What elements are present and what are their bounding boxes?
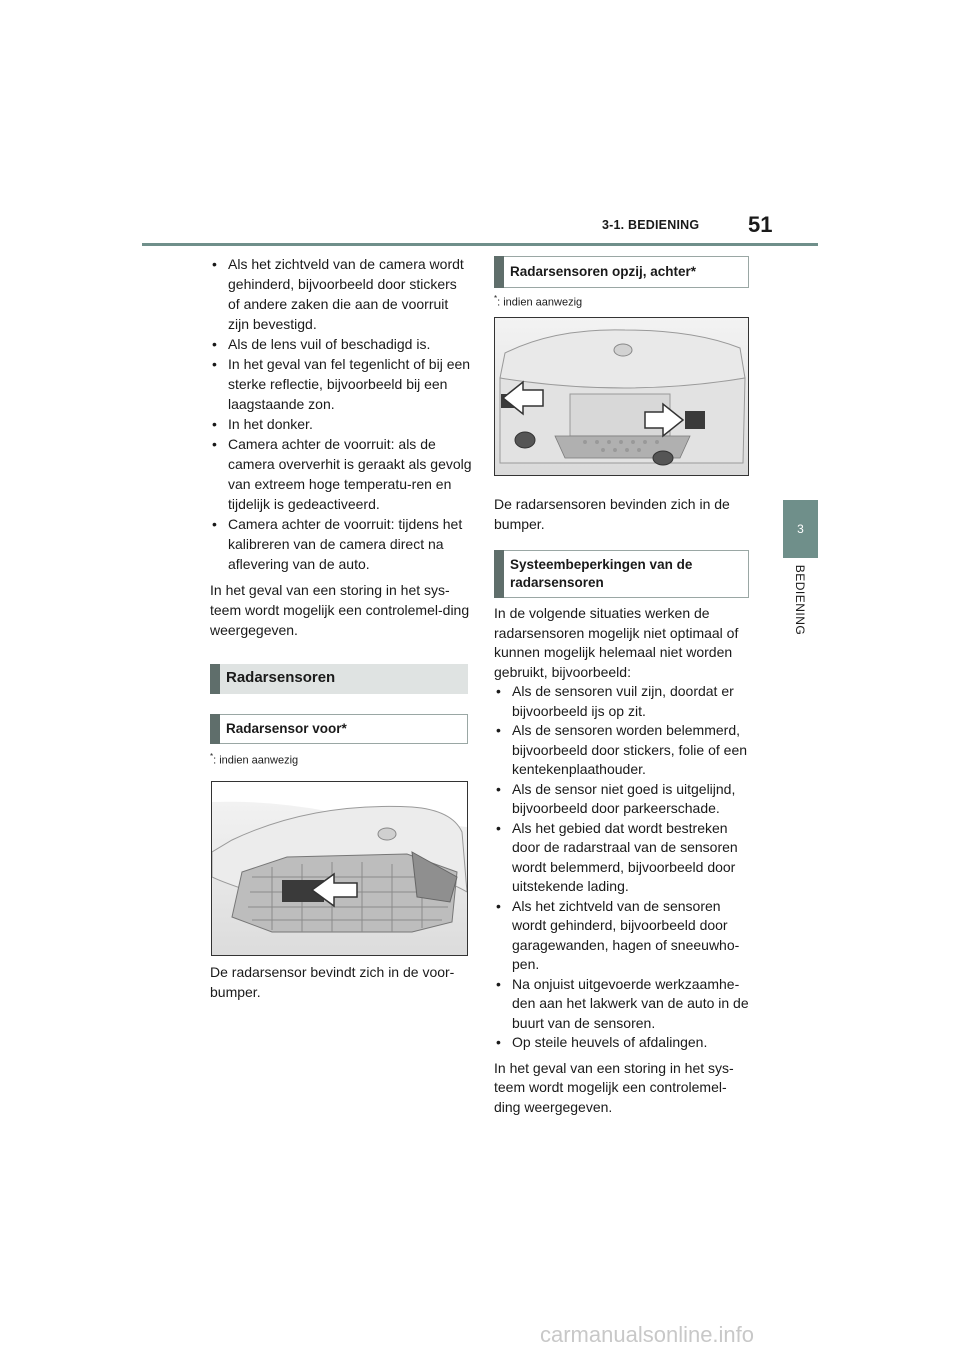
section-header: 3-1. BEDIENING [602, 218, 700, 232]
list-item: • Camera achter de voorruit: als de camera oververhit is geraakt als gevolg van extreem hoge temperatu-ren en tijdelijk is gedeactiveerd. [210, 434, 472, 514]
heading-bar [494, 256, 504, 288]
list-item: • In het geval van fel tegenlicht of bij een sterke reflectie, bijvoorbeeld bij een laagstaande zon. [210, 354, 472, 414]
rear-bumper-illustration [494, 317, 749, 476]
limits-intro: In de volgende situaties werken de radarsensoren mogelijk niet optimaal of kunnen mogelijk helemaal niet worden gebruikt, bijvoorbeeld: [494, 605, 739, 680]
front-bumper-illustration [211, 781, 468, 956]
footnote [210, 752, 298, 767]
list-item: • Als het zichtveld van de sensoren wordt gehinderd, bijvoorbeeld door garagewanden, hagen of sneeuwho-pen. [494, 897, 752, 975]
heading-bar [494, 550, 504, 598]
subsection-heading-text: Radarsensor voor* [226, 721, 347, 736]
left-bullet-block [210, 254, 472, 640]
subsection-heading-text: Radarsensoren opzij, achter* [510, 264, 697, 279]
list-item: • Op steile heuvels of afdalingen. [494, 1033, 752, 1053]
heading-bar [210, 714, 220, 744]
subsection-heading [494, 256, 749, 288]
footnote [494, 294, 582, 309]
storing-paragraph: In het geval van een storing in het sys-teem wordt mogelijk een controlemel-ding weergegeven. [210, 582, 470, 638]
subsection-heading [210, 714, 468, 744]
chapter-tab: 3 [783, 500, 818, 558]
list-item: • In het donker. [210, 414, 472, 434]
front-caption: De radarsensor bevindt zich in de voor-bumper. [210, 964, 455, 1000]
list-item: • Als de sensor niet goed is uitgelijnd, bijvoorbeeld door parkeerschade. [494, 780, 752, 819]
section-heading-text: Radarsensoren [226, 669, 336, 686]
page-number: 51 [748, 212, 773, 237]
list-item: • Als de lens vuil of beschadigd is. [210, 334, 472, 354]
subsection-heading [494, 550, 749, 598]
chapter-label-container [776, 565, 824, 645]
section-heading [210, 664, 468, 694]
list-item: • Camera achter de voorruit: tijdens het kalibreren van de camera direct na aflevering van de auto. [210, 514, 472, 574]
footnote-mark: * [210, 752, 214, 761]
right-text-block [494, 604, 752, 1117]
chapter-label: BEDIENING [793, 564, 807, 636]
storing-paragraph: In het geval van een storing in het sys-teem wordt mogelijk een controlemel-ding weergegeven. [494, 1059, 734, 1115]
list-item: • Als het gebied dat wordt bestreken door de radarstraal van de sensoren wordt belemmerd, bijvoorbeeld door uitstekende lading. [494, 819, 752, 897]
list-item: • Als de sensoren vuil zijn, doordat er bijvoorbeeld ijs op zit. [494, 682, 752, 721]
subsection-heading-line1: Systeembeperkingen van de [510, 557, 693, 572]
footnote-text: : indien aanwezig [497, 296, 583, 309]
subsection-heading-line2: radarsensoren [510, 575, 604, 590]
watermark: carmanualsonline.info [540, 1322, 755, 1347]
list-item: • Na onjuist uitgevoerde werkzaamhe-den aan het lakwerk van de auto in de buurt van de sensoren. [494, 975, 752, 1034]
heading-bar [210, 664, 220, 694]
footnote-mark: * [494, 294, 498, 303]
rear-caption: De radarsensoren bevinden zich in de bumper. [494, 496, 730, 532]
list-item: • Als de sensoren worden belemmerd, bijvoorbeeld door stickers, folie of een kentekenplaathouder. [494, 721, 752, 780]
list-item: • Als het zichtveld van de camera wordt gehinderd, bijvoorbeeld door stickers of andere zaken die aan de voorruit zijn bevestigd. [210, 254, 472, 334]
header-divider [142, 243, 818, 246]
footnote-text: : indien aanwezig [213, 754, 299, 767]
